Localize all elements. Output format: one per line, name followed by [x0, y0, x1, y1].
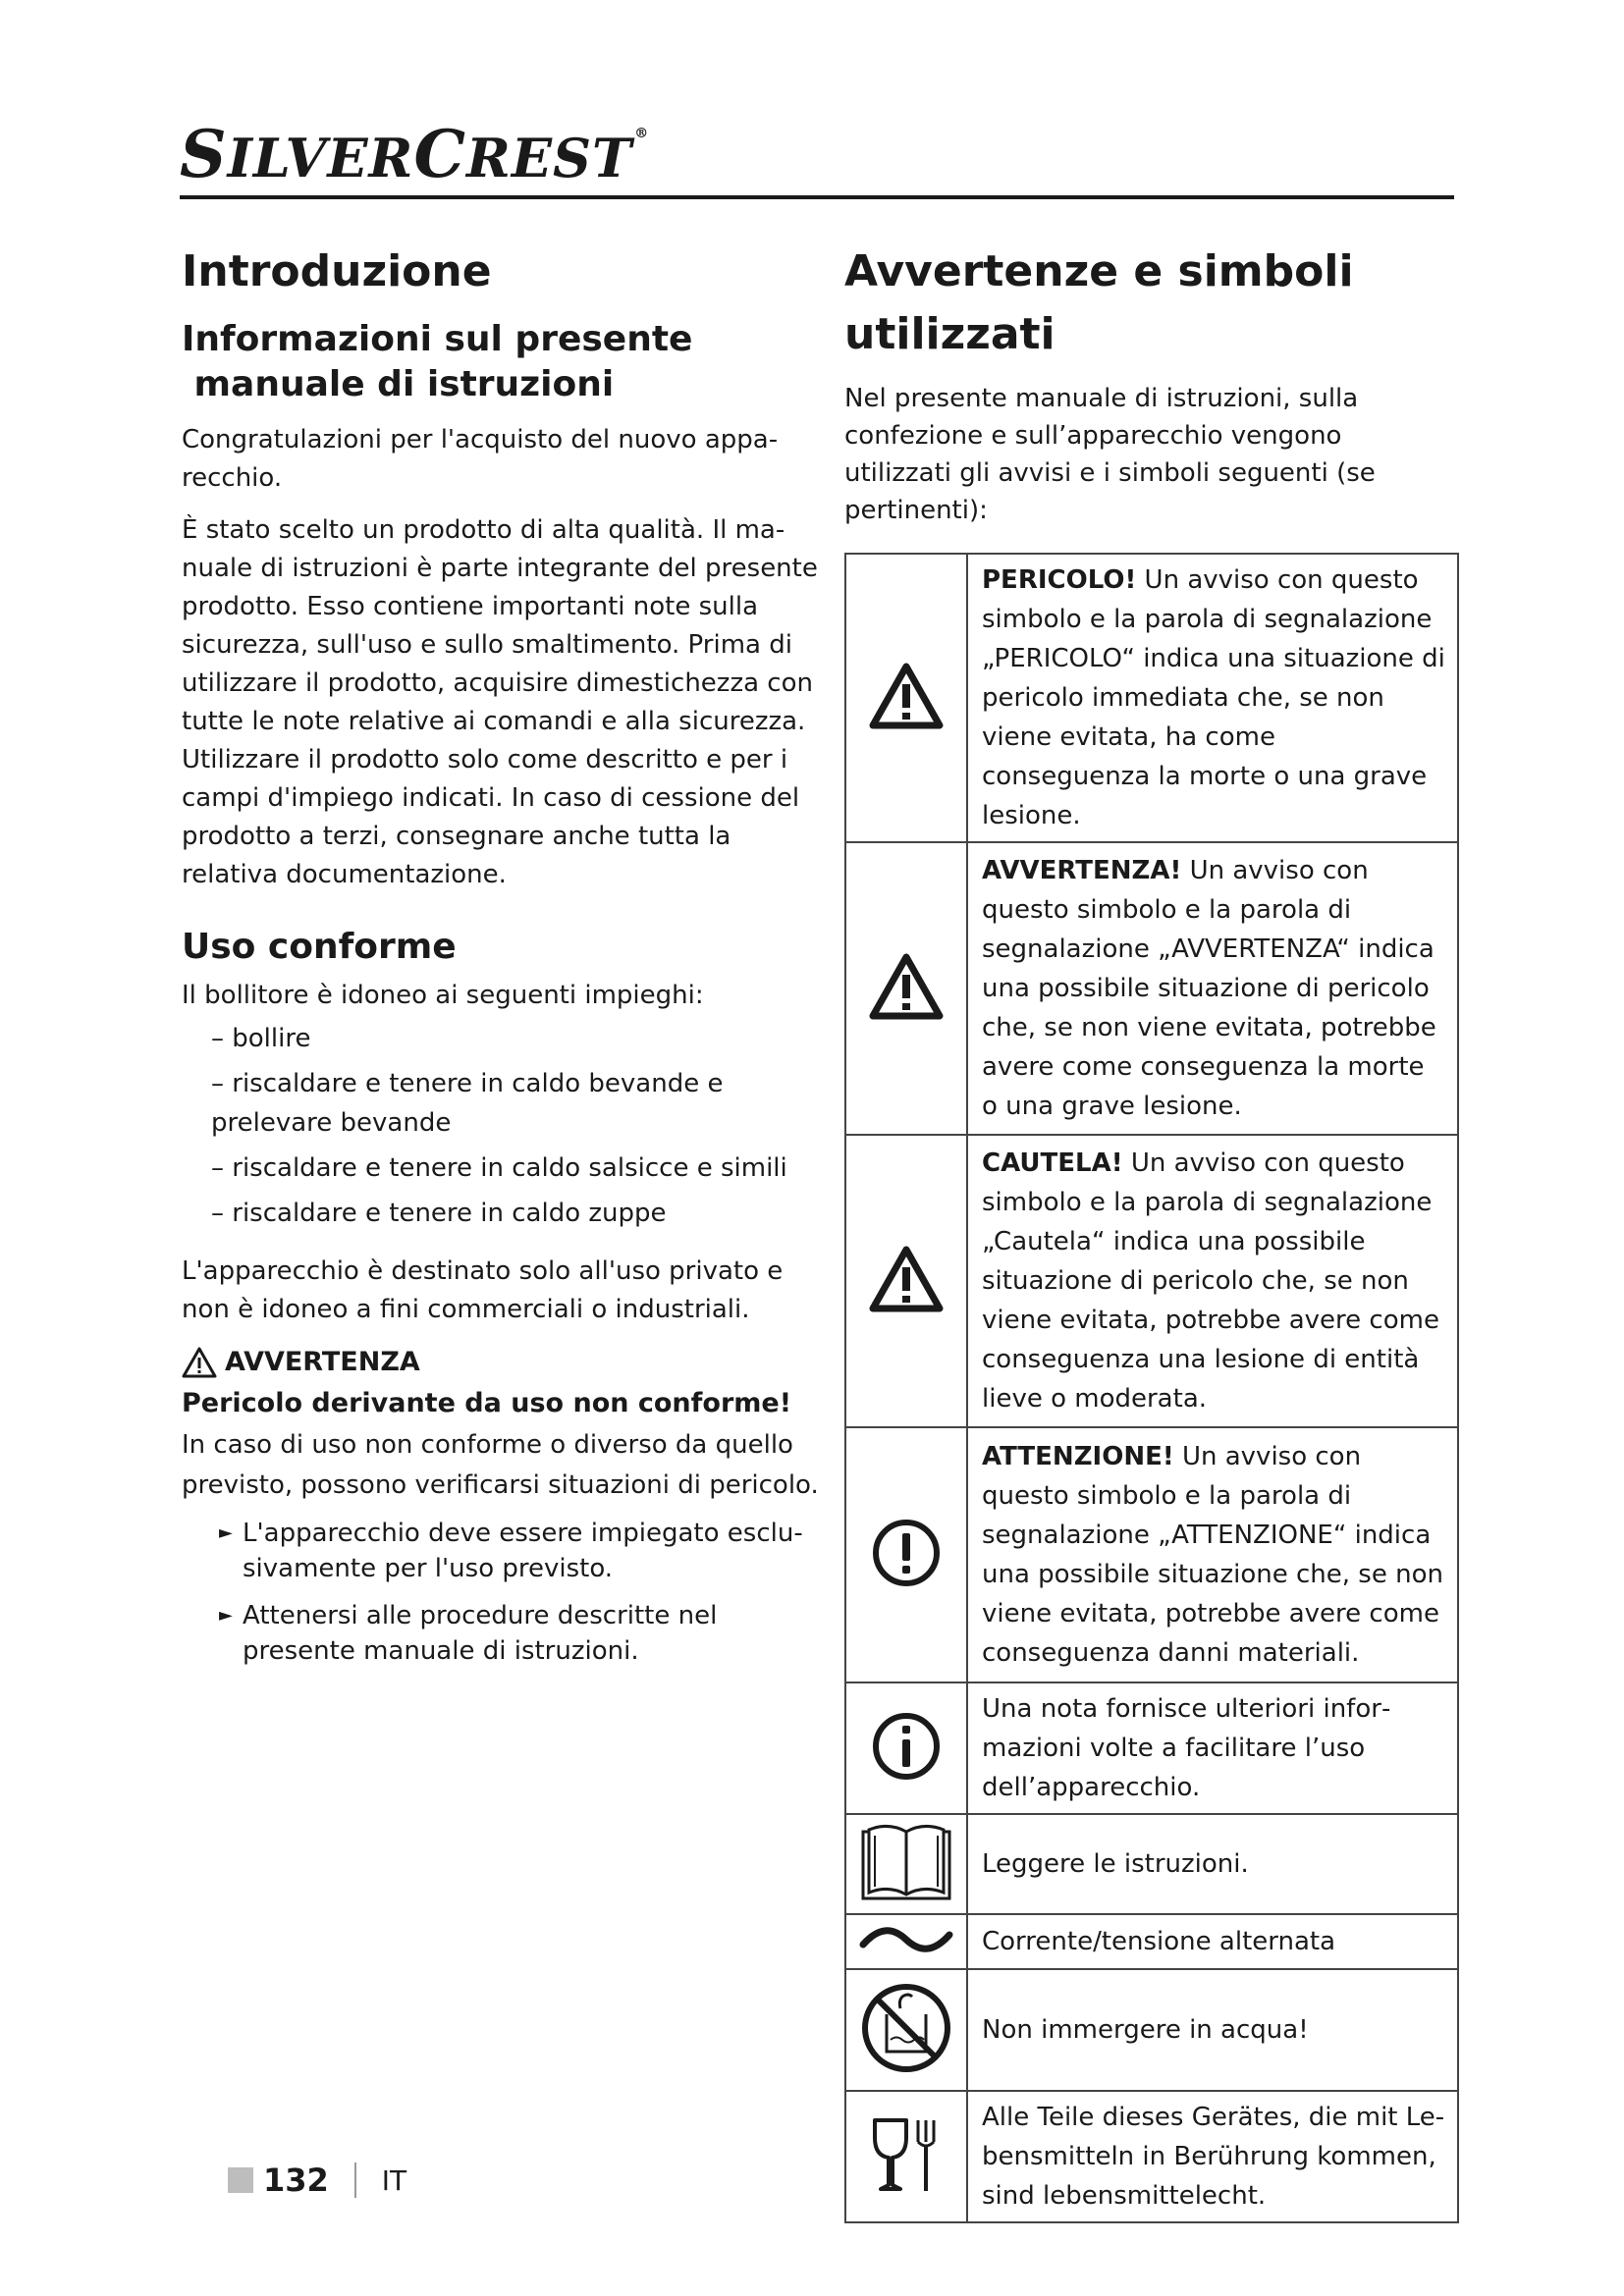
uses-list [211, 1019, 820, 1233]
right-column [844, 240, 1455, 2223]
section-title-avvertenze: Avvertenze e simboli utilizzati [844, 246, 1354, 359]
paragraph-congratulations: Congratulazioni per l'acquisto del nuovo apparecchio. [182, 425, 779, 493]
warning-triangle-icon [182, 1347, 217, 1378]
table-row [845, 1814, 1458, 1914]
alternating-current-icon [859, 1925, 953, 1954]
symbol-description: Alle Teile dieses Gerätes, die mit Lebensmitteln in Berührung kommen, sind lebensmittelecht. [967, 2091, 1458, 2222]
table-row [845, 2091, 1458, 2222]
subtitle-line-1: Informazioni sul presente [182, 319, 693, 359]
list-item: – riscaldare e tenere in caldo zuppe [211, 1194, 820, 1233]
list-item: ► Attenersi alle procedure descritte nel presente manuale di istruzioni. [219, 1598, 820, 1669]
table-row [845, 1682, 1458, 1814]
footer-divider [354, 2163, 356, 2198]
list-item: – bollire [211, 1019, 820, 1058]
table-row [845, 842, 1458, 1135]
uso-note: L'apparecchio è destinato solo all'uso privato e non è idoneo a fini commerciali o industriali. [182, 1256, 784, 1324]
food-safe-icon [867, 2114, 946, 2195]
exclamation-circle-icon [871, 1518, 942, 1588]
section-title-introduzione: Introduzione [182, 246, 492, 296]
warning-text: In caso di uso non conforme o diverso da quello previsto, possono verificarsi situazioni di pericolo. [182, 1430, 819, 1500]
language-code: IT [381, 2163, 407, 2197]
symbol-description: ATTENZIONE! Un avviso con questo simbolo e la parola di segnalazione „ATTENZIONE“ indica una possibile situazione che, se non viene evitata, potrebbe avere come conseguenza danni materiali. [967, 1427, 1458, 1682]
header-rule [180, 195, 1454, 199]
page-footer [228, 2162, 406, 2199]
page-number: 132 [263, 2162, 329, 2199]
warning-triangle-icon [869, 1246, 944, 1312]
list-item: – riscaldare e tenere in caldo salsicce e simili [211, 1148, 820, 1188]
table-row [845, 554, 1458, 842]
uso-intro: Il bollitore è idoneo ai seguenti impieghi: [182, 981, 704, 1010]
warning-title: Pericolo derivante da uso non conforme! [182, 1388, 792, 1418]
list-item: – riscaldare e tenere in caldo bevande e prelevare bevande [211, 1064, 820, 1143]
table-row [845, 1135, 1458, 1427]
symbol-description: AVVERTENZA! Un avviso con questo simbolo e la parola di segnalazione „AVVERTENZA“ indica una possibile situazione di pericolo che, se non viene evitata, potrebbe avere come conseguenza la morte o una grave lesione. [967, 842, 1458, 1135]
section-title-uso-conforme: Uso conforme [182, 927, 457, 967]
list-item: ► L'apparecchio deve essere impiegato esclusivamente per l'uso previsto. [219, 1516, 820, 1586]
symbols-table [844, 553, 1459, 2223]
left-column [182, 240, 820, 1681]
no-immersion-icon [859, 1981, 953, 2075]
warning-triangle-icon [869, 953, 944, 1020]
symbol-description: CAUTELA! Un avviso con questo simbolo e la parola di segnalazione „Cautela“ indica una possibile situazione di pericolo che, se non viene evitata, potrebbe avere come conseguenza una lesione di entità lieve o moderata. [967, 1135, 1458, 1427]
table-row [845, 1427, 1458, 1682]
open-book-icon [859, 1822, 953, 1902]
info-circle-icon [871, 1711, 942, 1782]
warning-triangle-icon [869, 663, 944, 729]
warning-label: AVVERTENZA [225, 1347, 420, 1377]
table-row [845, 1969, 1458, 2091]
footer-square-marker [228, 2167, 253, 2193]
warning-heading [182, 1343, 820, 1382]
symbol-description: Corrente/tensione alternata [967, 1914, 1458, 1969]
symbols-intro: Nel presente manuale di istruzioni, sulla confezione e sull’apparecchio vengono utilizzati gli avvisi e i simboli seguenti (se pertinenti): [844, 384, 1376, 525]
table-row [845, 1914, 1458, 1969]
instructions-list [219, 1516, 820, 1669]
paragraph-product-info: È stato scelto un prodotto di alta qualità. Il manuale di istruzioni è parte integrante del presente prodotto. Esso contiene importanti note sulla sicurezza, sull'uso e sullo smaltimento. Prima di utilizzare il prodotto, acquisire dimestichezza con tutte le note relative ai comandi e alla sicurezza. Utilizzare il prodotto solo come descritto e per i campi d'impiego indicati. In caso di cessione del prodotto a terzi, consegnare anche tutta la relativa documentazione. [182, 515, 818, 889]
symbol-description: PERICOLO! Un avviso con questo simbolo e la parola di segnalazione „PERICOLO“ indica una situazione di pericolo immediata che, se non viene evitata, ha come conseguenza la morte o una grave lesione. [967, 554, 1458, 842]
subtitle-line-2: manuale di istruzioni [182, 364, 615, 404]
symbol-description: Leggere le istruzioni. [967, 1814, 1458, 1914]
brand-logo: SILVERCREST ® [180, 116, 650, 192]
symbol-description: Una nota fornisce ulteriori informazioni volte a facilitare l’uso dell’apparecchio. [967, 1682, 1458, 1814]
symbol-description: Non immergere in acqua! [967, 1969, 1458, 2091]
